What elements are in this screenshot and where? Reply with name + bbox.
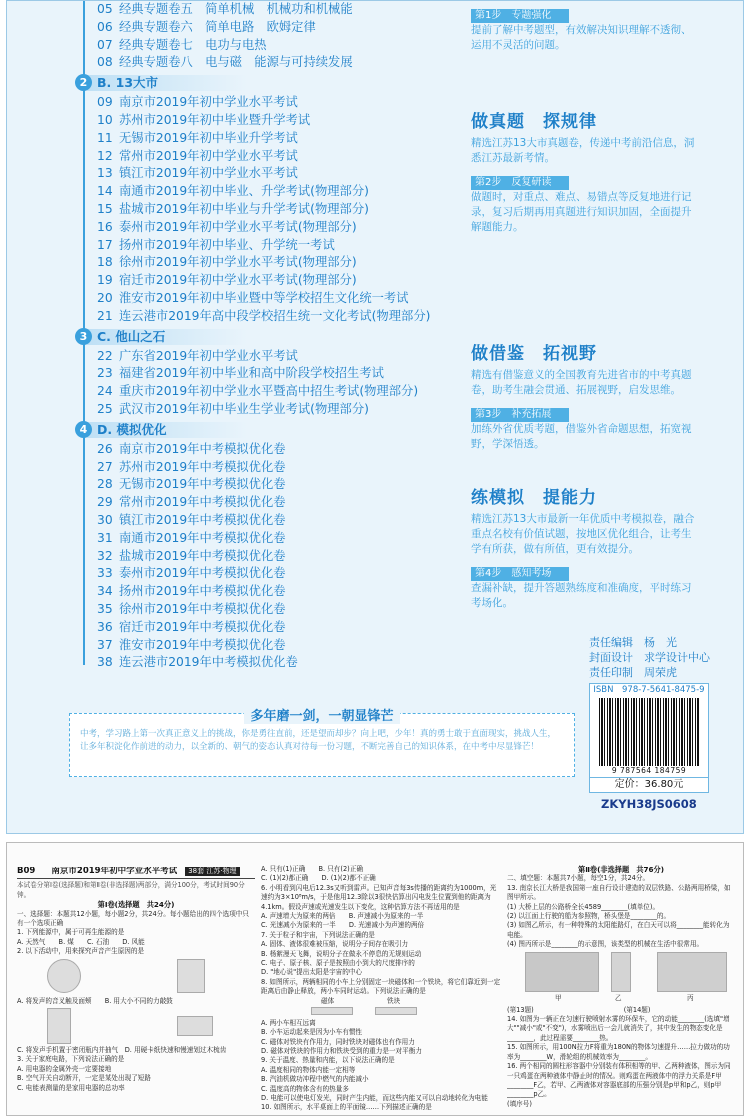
toc-item[interactable]: 14 南通市2019年初中毕业、升学考试(物理部分) <box>97 184 369 199</box>
exam-page <box>6 842 744 1116</box>
option-row: B. 杨絮漫天飞舞，说明分子在做永不停息的无规则运动 <box>261 949 422 958</box>
option-row: A. 声速增大为原来的两倍 B. 声速减小为原来的一半 <box>261 912 424 921</box>
question-10: 10. 如图所示，水平桌面上的平面镜……下列描述正确的是 <box>261 1103 432 1112</box>
step-tag: 第4步 感知考场 <box>471 567 569 581</box>
step-4-block <box>471 561 699 611</box>
option-row: C. 光速减小为原来的一半 D. 光速减小为声速的两倍 <box>261 921 425 930</box>
question-6: 6. 小明看到闪电后12.3s又听到雷声。已知声音每3s传播的距离约为1000m，光速约为3×10⁸m/s，于是他用12.3除以3很快估算出闪电发生位置到他的距离为4.1km。假设声速或光速发生以下变化，这种估算方法不再适用的是 <box>261 883 497 911</box>
real-exam-block <box>471 107 699 235</box>
toc-page <box>6 0 744 834</box>
toc-item[interactable]: 33 泰州市2019年中考模拟优化卷 <box>97 566 286 581</box>
toc-item[interactable]: 20 淮安市2019年初中毕业暨中等学校招生文化统一考试 <box>97 290 409 305</box>
option-row: B. 空气开关自动断开，一定是某处出现了短路 <box>17 1074 151 1083</box>
toc-item[interactable]: 21 连云港市2019年高中段学校招生统一文化考试(物理部分) <box>97 308 431 323</box>
sub-question: (3) 如图乙所示，有一种特殊的太阳能路灯，在白天可以将________能转化为电能。 <box>507 921 730 939</box>
option-row: A. 将发声的音叉触及面颊 B. 用大小不同的力敲鼓 <box>17 996 173 1005</box>
toc-item[interactable]: 12 常州市2019年初中学业水平考试 <box>97 148 298 163</box>
exam-header <box>17 867 255 876</box>
part-1-title: 第Ⅰ卷(选择题 共24分) <box>97 900 175 910</box>
toc-item[interactable]: 28 无锡市2019年中考模拟优化卷 <box>97 477 286 492</box>
section-heading: 做借鉴 拓视野 <box>471 344 597 364</box>
question-16: 16. 两个相同的圆柱形容器中分别装有体积相等的甲、乙两种液体，图示为同一只鸡蛋在两种液体中静止时的情况。则鸡蛋在两液体中的浮力关系是F甲________F乙，若甲、乙两液体对容器底部的压强分别是p甲和p乙，则p甲________p乙。 <box>507 1062 731 1099</box>
magnet-label: 磁体 <box>321 996 335 1005</box>
heading-description: 精选江苏13大市真题卷，传递中考前沿信息，洞悉江苏最新考情。 <box>471 137 695 164</box>
toc-item[interactable]: 37 淮安市2019年中考模拟优化卷 <box>97 637 286 652</box>
question-1: 1. 下列能源中，属于可再生能源的是 <box>17 928 125 937</box>
divider <box>17 878 255 879</box>
credits <box>589 635 729 680</box>
step-3-block <box>471 402 699 452</box>
section-badge: 3 <box>75 328 92 345</box>
toc-item[interactable]: 11 无锡市2019年初中毕业升学考试 <box>97 130 298 145</box>
question-13: 13. 南京长江大桥是我国第一座自行设计建造的双层铁路、公路两用桥梁，如图甲所示。 <box>507 883 731 902</box>
option-row: B. 小车运动起来是因为小车有惯性 <box>261 1028 363 1037</box>
sub-question: (4) 图丙所示是________的示意图，该类型的机械在生活中很常用。 <box>507 940 704 949</box>
motto-title: 多年磨一剑，一朝显锋芒 <box>70 705 574 724</box>
isbn-text: ISBN 978-7-5641-8475-9 <box>593 685 705 695</box>
toc-item[interactable]: 17 扬州市2019年初中毕业、升学统一考试 <box>97 237 335 252</box>
toc-item[interactable]: 22 广东省2019年初中学业水平考试 <box>97 348 298 363</box>
toc-item[interactable]: 31 南通市2019年中考模拟优化卷 <box>97 530 286 545</box>
toc-item[interactable]: 15 盐城市2019年初中毕业与升学考试(物理部分) <box>97 201 369 216</box>
figure-label-a: 甲 <box>555 993 562 1002</box>
fill-intro: 二、填空题：本题共7小题，每空1分，共24分。 <box>507 874 650 883</box>
step-tag: 第3步 补充拓展 <box>471 408 569 422</box>
toc-item[interactable]: 25 武汉市2019年初中毕业生学业考试(物理部分) <box>97 401 369 416</box>
barcode-digits: 9 787564 184759 <box>611 766 687 775</box>
toc-item[interactable]: 30 镇江市2019年中考模拟优化卷 <box>97 512 286 527</box>
option-row: A. 固体、液体很难被压缩，说明分子间存在吸引力 <box>261 940 409 949</box>
option-row: D. "地心说"提出太阳是宇宙的中心 <box>261 968 363 977</box>
motto-box <box>69 709 575 777</box>
barcode-icon <box>599 698 699 766</box>
editor-credit: 责任编辑 杨 光 <box>589 636 677 649</box>
section-label: B. 13大市 <box>97 75 159 91</box>
page-code: B09 <box>17 867 36 876</box>
heading-description: 精选江苏13大市最新一年优质中考模拟卷，融合重点名校有价值试题，按地区优化组合，让考生学有所获，做有所值，更有效提分。 <box>471 513 695 555</box>
toc-item[interactable]: 07 经典专题卷七 电功与电热 <box>97 37 267 52</box>
isbn-barcode-box <box>589 683 709 793</box>
mock-exam-block <box>471 483 699 611</box>
magnet-cart-figure <box>261 997 501 1019</box>
section-label: D. 模拟优化 <box>97 421 167 437</box>
product-code: ZKYH38JS0608 <box>601 797 697 811</box>
toc-item[interactable]: 08 经典专题卷八 电与磁 能源与可持续发展 <box>97 55 353 70</box>
toc-item[interactable]: 35 徐州市2019年中考模拟优化卷 <box>97 601 286 616</box>
toc-item[interactable]: 18 徐州市2019年初中学业水平考试(物理部分) <box>97 255 357 270</box>
toc-item[interactable]: 29 常州市2019年中考模拟优化卷 <box>97 495 286 510</box>
option-row: A. 只有(1)正确 B. 只有(2)正确 <box>261 865 363 873</box>
question-2: 2. 以下活动中，用来探究声音产生原因的是 <box>17 947 145 956</box>
cart-1-image <box>311 1007 353 1015</box>
bridge-photo <box>525 952 599 992</box>
design-credit: 封面设计 求学设计中心 <box>589 651 710 664</box>
exam-title: 南京市2019年初中学业水平考试 <box>51 867 178 876</box>
part-2-title: 第Ⅱ卷(非选择题 共76分) <box>578 865 664 874</box>
sub-question: (1) 大桥上层的公路桥全长4589________(填单位)。 <box>507 902 660 911</box>
jar-pump-image <box>47 1008 71 1044</box>
table-of-contents <box>65 1 465 672</box>
option-row: D. 电能可以使电灯发光，同时产生内能，而这些内能又可以自动地转化为电能 <box>261 1093 488 1102</box>
toc-item[interactable]: 34 扬州市2019年中考模拟优化卷 <box>97 584 286 599</box>
section-label: C. 他山之石 <box>97 328 166 344</box>
tuning-fork-face-image <box>47 959 81 993</box>
section-badge: 4 <box>75 421 92 438</box>
question-15: 15. 如图所示，用100N拉力F将重为180N的物体匀速提升……拉力做功的功率为________W，滑轮组的机械效率为________。 <box>507 1043 730 1061</box>
section-heading: 练模拟 提能力 <box>471 488 597 508</box>
section-heading: 做真题 探规律 <box>471 112 597 132</box>
cart-2-image <box>375 1007 417 1015</box>
step-tag: 第1步 专题强化 <box>471 9 569 23</box>
toc-item[interactable]: 26 南京市2019年中考模拟优化卷 <box>97 441 286 456</box>
option-row: C. 磁体对铁块有作用力，同时铁块对磁体也有作用力 <box>261 1037 415 1046</box>
exam-column-1 <box>17 867 255 1116</box>
question-8: 8. 如图所示，两辆相同的小车上分别固定一块磁体和一个铁块，将它们靠近到一定距离后由静止释放，两小车同时运动。下列说法正确的是 <box>261 977 501 996</box>
figure-label-b: 乙 <box>615 993 622 1002</box>
question-2-figures <box>17 957 255 997</box>
question-13-figures <box>507 950 735 1006</box>
toc-item[interactable]: 38 连云港市2019年中考模拟优化卷 <box>97 655 298 670</box>
toc-item[interactable]: 16 泰州市2019年初中学业水平考试(物理部分) <box>97 219 357 234</box>
price-label: 定价：36.80元 <box>590 777 708 792</box>
step-description: 做题时，对重点、难点、易错点等反复地进行记录，复习后期再用真题进行知识加固，全面提升解题能力。 <box>471 191 692 233</box>
option-row: C. (1)(2)都正确 D. (1)(2)都不正确 <box>261 874 376 883</box>
question-3: 3. 关于家庭电路，下列说法正确的是 <box>17 1055 125 1064</box>
print-credit: 责任印制 周荣虎 <box>589 666 677 679</box>
option-row: C. 温度高的物体含有的热量多 <box>261 1084 349 1093</box>
option-row: A. 温度相同的物体内能一定相等 <box>261 1065 356 1074</box>
toc-item[interactable]: 19 宿迁市2019年初中学业水平考试(物理部分) <box>97 273 357 288</box>
step-description: 查漏补缺，提升答题熟练度和准确度，平时练习考场化。 <box>471 582 692 609</box>
toc-item[interactable]: 05 经典专题卷五 简单机械 机械功和机械能 <box>97 2 353 16</box>
toc-item[interactable]: 27 苏州市2019年中考模拟优化卷 <box>97 459 286 474</box>
option-row: A. 用电器的金属外壳一定要接地 <box>17 1064 112 1073</box>
option-row: D. 磁体对铁块的作用力和铁块受到的重力是一对平衡力 <box>261 1046 422 1055</box>
reference-block <box>471 339 699 452</box>
heading-description: 精选有借鉴意义的全国教育先进省市的中考真题卷，助考生融会贯通、拓展视野，启发思维。 <box>471 369 692 396</box>
toc-item[interactable]: 23 福建省2019年初中毕业和高中阶段学校招生考试 <box>97 366 384 381</box>
question-9: 9. 关于温度、热量和内能，以下说法正确的是 <box>261 1056 395 1065</box>
answer-hint: (填序号) <box>507 1099 532 1108</box>
comb-card-image <box>177 1016 213 1036</box>
option-row: A. 两小车相互远离 <box>261 1018 316 1027</box>
motto-text: 中考，学习路上第一次真正意义上的挑战，你是勇往直前，还是望而却步？向上吧，少年！真的勇士敢于直面现实，挑战人生，让多年积淀化作前进的动力，以全新的、朝气的姿态认真对待每一份习题，不断完善自己的知识体系，在中考中尽显锋芒！ <box>80 729 557 752</box>
sub-question: (2) 以江面上行驶的船为参照物，桥头堡是________的。 <box>507 912 671 921</box>
question-14: 14. 如图为一辆正在匀速行驶喷射水雾的环保车，它的动能________(选填"增大""减小"或"不变")，水雾喷出后一会儿就消失了，其中发生的物态变化是________，此过程需要________热。 <box>507 1015 730 1042</box>
exam-column-2 <box>261 865 501 1116</box>
exam-column-3 <box>507 865 735 1116</box>
drum-image <box>177 959 205 993</box>
toc-item[interactable]: 06 经典专题卷六 简单电路 欧姆定律 <box>97 19 316 34</box>
iron-label: 铁块 <box>387 996 401 1005</box>
toc-item[interactable]: 24 重庆市2019年初中学业水平暨高中招生考试(物理部分) <box>97 384 419 399</box>
option-row: C. 将发声手机置于密闭瓶内并抽气 D. 用硬卡纸快速和慢速划过木梳齿 <box>17 1046 227 1055</box>
option-row: C. 电能表测量的是家用电器的总功率 <box>17 1083 125 1092</box>
step-description: 提前了解中考题型，有效解决知识理解不透彻、运用不灵活的问题。 <box>471 24 692 51</box>
toc-item[interactable]: 13 镇江市2019年初中学业水平考试 <box>97 166 298 181</box>
figure-label-c: 丙 <box>687 993 694 1002</box>
toc-section-d <box>65 420 465 440</box>
step-tag: 第2步 反复研读 <box>471 176 569 190</box>
option-row: B. 汽油机做功冲程中燃气的内能减小 <box>261 1075 369 1084</box>
exam-intro: 本试卷分第Ⅰ卷(选择题)和第Ⅱ卷(非选择题)两部分，满分100分，考试时间90分钟。 <box>17 881 245 899</box>
toc-section-b <box>65 73 465 93</box>
step-1-block <box>471 3 699 53</box>
question-intro: 一、选择题：本题共12小题，每小题2分，共24分。每小题给出的四个选项中只有一个选项正确 <box>17 909 249 928</box>
question-1-options: A. 天然气 B. 煤 C. 石油 D. 风能 <box>17 937 145 946</box>
toc-item[interactable]: 10 苏州市2019年初中毕业暨升学考试 <box>97 112 311 127</box>
brand-logo: 38套 江苏·物理 <box>185 867 239 876</box>
step-description: 加练外省优质考题，借鉴外省命题思想，拓宽视野，学深悟透。 <box>471 423 692 450</box>
truck-photo <box>657 952 727 992</box>
option-row: C. 电子、原子核、原子是按照由小到大的尺度排序的 <box>261 959 415 968</box>
streetlamp-photo <box>611 952 631 992</box>
step-2-block <box>471 170 699 235</box>
toc-item[interactable]: 32 盐城市2019年中考模拟优化卷 <box>97 548 286 563</box>
question-2-figures-2 <box>17 1006 255 1046</box>
toc-item[interactable]: 09 南京市2019年初中学业水平考试 <box>97 95 298 110</box>
question-7: 7. 关于粒子和宇宙，下列说法正确的是 <box>261 930 375 939</box>
toc-section-c <box>65 327 465 347</box>
section-badge: 2 <box>75 74 92 91</box>
figure-captions: (第13题) (第14题) <box>507 1005 651 1014</box>
toc-item[interactable]: 36 宿迁市2019年中考模拟优化卷 <box>97 619 286 634</box>
